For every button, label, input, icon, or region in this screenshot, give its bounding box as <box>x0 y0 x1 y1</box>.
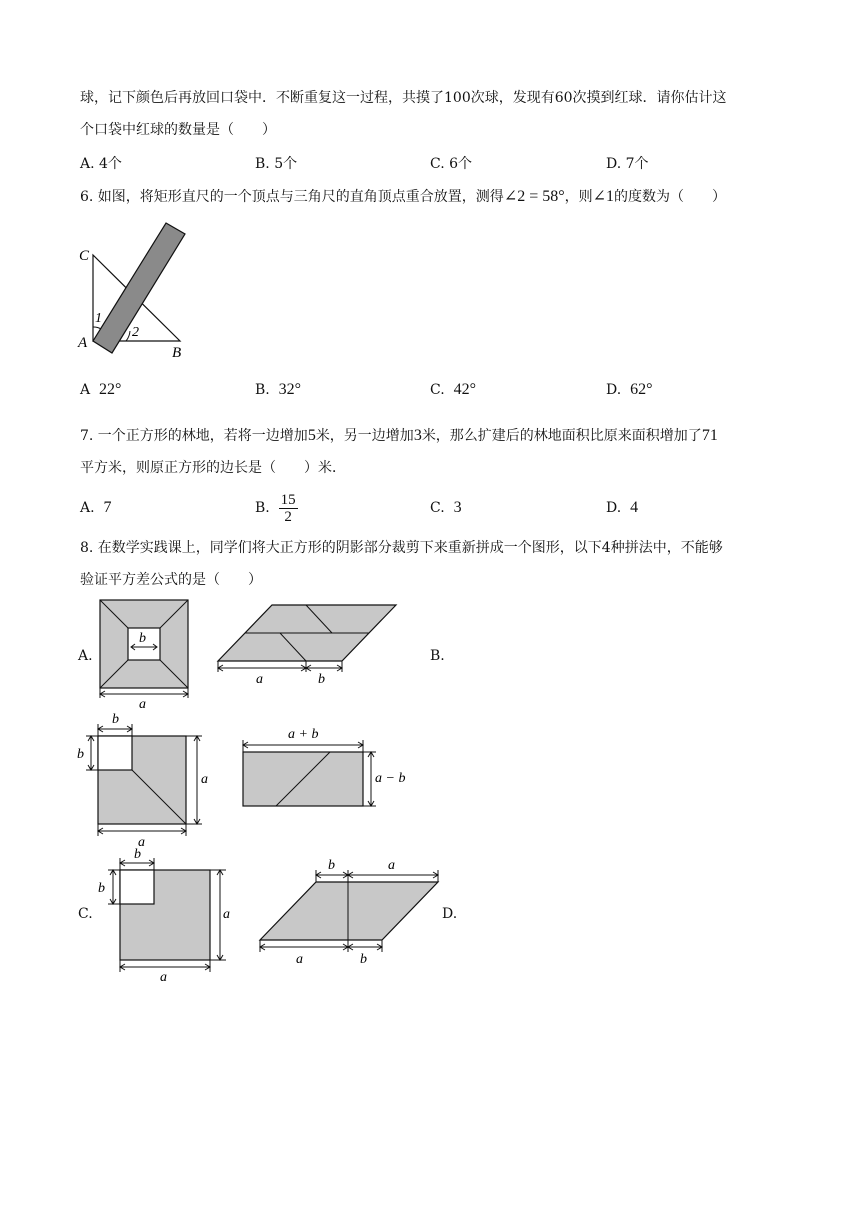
fraction-numerator: 15 <box>280 491 296 508</box>
q8-figure-c-parallelogram <box>254 854 444 970</box>
var-b: b <box>318 672 325 687</box>
q6-option-c <box>430 380 476 400</box>
q7-option-a <box>80 498 111 518</box>
var-a: a <box>256 672 263 687</box>
q8-label-d: D. <box>442 906 458 922</box>
var-a: a <box>160 970 167 985</box>
q8-figure-b-rectangle <box>236 726 406 812</box>
var-a: a <box>201 772 208 787</box>
label-c: C <box>79 248 90 264</box>
q6-option-d-value: 62° <box>630 381 653 398</box>
q6-text-after: 的度数为（ ） <box>614 189 727 205</box>
q7-number-5: 5 <box>307 427 316 444</box>
q8-figure-b-square <box>74 708 214 848</box>
q6-option-a-value: 22° <box>99 381 122 398</box>
var-b: b <box>112 712 119 727</box>
var-b: b <box>328 858 335 873</box>
q6-option-b <box>255 380 301 400</box>
q6-option-d-letter: D. <box>606 382 622 398</box>
q5-option-d: D. 7个 <box>606 156 649 172</box>
q5-text-line2: 个口袋中红球的数量是（ ） <box>80 122 276 138</box>
q7-option-b <box>255 486 298 530</box>
q7-option-a-letter: A. <box>80 500 95 516</box>
q6-option-d <box>606 380 653 400</box>
q7-option-b-letter: B. <box>255 500 270 516</box>
q7-number-71: 71 <box>701 427 718 444</box>
q7-text-line1 <box>80 426 718 446</box>
q6-figure <box>76 220 196 362</box>
q7-text-b: 米，另一边增加 <box>315 428 414 444</box>
q8-figure-a-square <box>95 596 195 712</box>
q7-text-line2: 平方米，则原正方形的边长是（ ）米． <box>80 460 346 476</box>
q8-text-line2: 验证平方差公式的是（ ） <box>80 572 262 588</box>
q7-option-d <box>606 498 638 518</box>
q7-option-c-letter: C. <box>430 500 445 516</box>
q8-label-a: A. <box>78 648 93 664</box>
q6-option-a <box>80 380 121 400</box>
q7-text-a: 7. 一个正方形的林地，若将一边增加 <box>80 428 308 444</box>
var-a: a <box>223 907 230 922</box>
angle2-arc <box>126 331 130 341</box>
var-b: b <box>77 747 84 762</box>
q8-figure-c-square <box>94 844 234 984</box>
q7-option-c-value: 3 <box>453 499 462 516</box>
q7-option-c <box>430 498 462 518</box>
q5-option-a: A. 4个 <box>80 156 122 172</box>
var-a-minus-b: a − b <box>375 771 406 786</box>
var-b: b <box>98 881 105 896</box>
q8-figure-a-parallelogram <box>214 602 398 688</box>
q6-option-a-letter: A <box>80 382 91 398</box>
label-b: B <box>172 345 182 361</box>
q7-option-b-fraction <box>279 492 298 525</box>
var-a: a <box>139 697 146 712</box>
label-a: A <box>78 335 88 351</box>
var-b: b <box>139 631 146 646</box>
q7-option-d-value: 4 <box>630 499 639 516</box>
q8-label-c: C. <box>78 906 93 922</box>
var-a-plus-b: a + b <box>288 727 319 742</box>
var-a: a <box>296 952 303 967</box>
angle1-arc <box>93 327 101 329</box>
rectangular-ruler <box>93 223 185 353</box>
q8-label-b: B. <box>430 648 445 664</box>
q6-angle2: ∠2 = 58° <box>503 188 565 205</box>
q7-text-c: 米，那么扩建后的林地面积比原来面积增加了 <box>421 428 702 444</box>
q5-text-line1: 球，记下颜色后再放回口袋中．不断重复这一过程，共摸了100次球，发现有60次摸到红球．请你估计这 <box>80 90 727 106</box>
q6-option-c-letter: C. <box>430 382 445 398</box>
q6-question <box>80 187 726 207</box>
q6-option-c-value: 42° <box>453 381 476 398</box>
q6-option-b-value: 32° <box>278 381 302 398</box>
label-angle1: 1 <box>95 311 102 326</box>
var-b: b <box>134 847 141 862</box>
var-a: a <box>138 835 145 850</box>
q7-number-3: 3 <box>413 427 422 444</box>
q8-text-line1: 8. 在数学实践课上，同学们将大正方形的阴影部分裁剪下来重新拼成一个图形，以下4种拼法中，不能够 <box>80 540 723 556</box>
q7-option-d-letter: D. <box>606 500 622 516</box>
q6-text-mid: ，则 <box>564 189 593 205</box>
q6-angle1: ∠1 <box>592 188 615 205</box>
var-a: a <box>388 858 395 873</box>
q6-option-b-letter: B. <box>255 382 270 398</box>
q6-text-before: 6. 如图，将矩形直尺的一个顶点与三角尺的直角顶点重合放置，测得 <box>80 189 504 205</box>
q7-option-a-value: 7 <box>103 499 112 516</box>
label-angle2: 2 <box>132 325 139 340</box>
fraction-denominator: 2 <box>284 508 292 525</box>
var-b: b <box>360 952 367 967</box>
q5-option-c: C. 6个 <box>430 156 473 172</box>
q5-option-b: B. 5个 <box>255 156 298 172</box>
